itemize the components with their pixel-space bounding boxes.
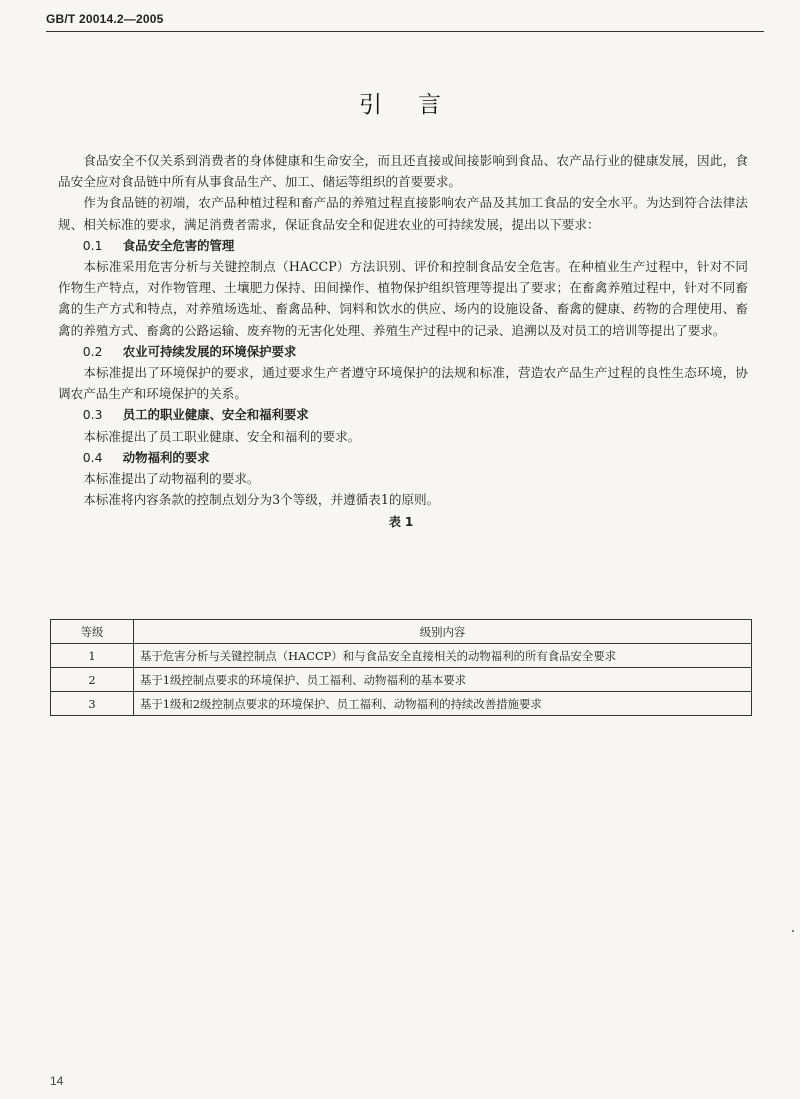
page-number: 14 — [50, 1074, 64, 1088]
table-header-content: 级别内容 — [134, 620, 752, 644]
section-number: 0.1 — [82, 237, 103, 253]
table-row — [51, 668, 752, 692]
table-row — [51, 644, 752, 668]
table-cell-content: 基于危害分析与关键控制点（HACCP）和与食品安全直接相关的动物福利的所有食品安全要求 — [134, 644, 752, 668]
control-level-table — [50, 619, 752, 716]
intro-paragraph-1: 食品安全不仅关系到消费者的身体健康和生命安全，而且还直接或间接影响到食品、农产品行业的健康发展，因此，食品安全应对食品链中所有从事食品生产、加工、储运等组织的首要要求。 — [58, 153, 748, 190]
scan-speck — [792, 930, 794, 932]
section-0-2-paragraph: 本标准提出了环境保护的要求，通过要求生产者遵守环境保护的法规和标准，营造农产品生产过程的良性生态环境，协调农产品生产和环境保护的关系。 — [58, 365, 748, 402]
table-cell-content: 基于1级和2级控制点要求的环境保护、员工福利、动物福利的持续改善措施要求 — [134, 692, 752, 716]
section-0-1-paragraph: 本标准采用危害分析与关键控制点（HACCP）方法识别、评价和控制食品安全危害。在种植业生产过程中，针对不同作物生产特点，对作物管理、土壤肥力保持、田间操作、植物保护组织管理等提出了要求；在畜禽养殖过程中，针对不同畜禽的生产方式和特点，对养殖场选址、畜禽品种、饲料和饮水的供应、场内的设施设备、畜禽的健康、药物的合理使用、畜禽的养殖方式、畜禽的公路运输、废弃物的无害化处理、养殖生产过程中的记录、追溯以及对员工的培训等提出了要求。 — [58, 259, 748, 338]
table-cell-level: 3 — [51, 692, 134, 716]
section-number: 0.2 — [82, 343, 103, 359]
table-cell-level: 1 — [51, 644, 134, 668]
table-header-row — [51, 620, 752, 644]
section-number: 0.3 — [82, 407, 103, 423]
section-title: 农业可持续发展的环境保护要求 — [122, 343, 297, 359]
section-title: 食品安全危害的管理 — [122, 237, 235, 253]
header-rule — [46, 31, 764, 32]
section-title: 员工的职业健康、安全和福利要求 — [122, 407, 309, 423]
section-number: 0.4 — [82, 449, 103, 465]
section-0-4-paragraph: 本标准提出了动物福利的要求。 — [83, 471, 260, 487]
section-heading-0-4 — [58, 447, 748, 468]
section-heading-0-1 — [58, 235, 748, 256]
page-title: 引言 — [359, 92, 477, 118]
table-row — [51, 692, 752, 716]
table-intro-paragraph: 本标准将内容条款的控制点划分为3个等级，并遵循表1的原则。 — [83, 492, 440, 508]
table-caption: 表1 — [388, 515, 418, 530]
section-heading-0-3 — [58, 404, 748, 425]
table-header-level: 等级 — [51, 620, 134, 644]
main-content — [58, 150, 748, 538]
intro-paragraph-2: 作为食品链的初端，农产品种植过程和畜产品的养殖过程直接影响农产品及其加工食品的安全水平。为达到符合法律法规、相关标准的要求，满足消费者需求，保证食品安全和促进农业的可持续发展，提出以下要求： — [58, 195, 748, 232]
section-0-3-paragraph: 本标准提出了员工职业健康、安全和福利的要求。 — [83, 428, 361, 444]
section-heading-0-2 — [58, 341, 748, 362]
section-title: 动物福利的要求 — [122, 449, 210, 465]
standard-code: GB/T 20014.2—2005 — [46, 12, 164, 26]
table-cell-content: 基于1级控制点要求的环境保护、员工福利、动物福利的基本要求 — [134, 668, 752, 692]
table-cell-level: 2 — [51, 668, 134, 692]
